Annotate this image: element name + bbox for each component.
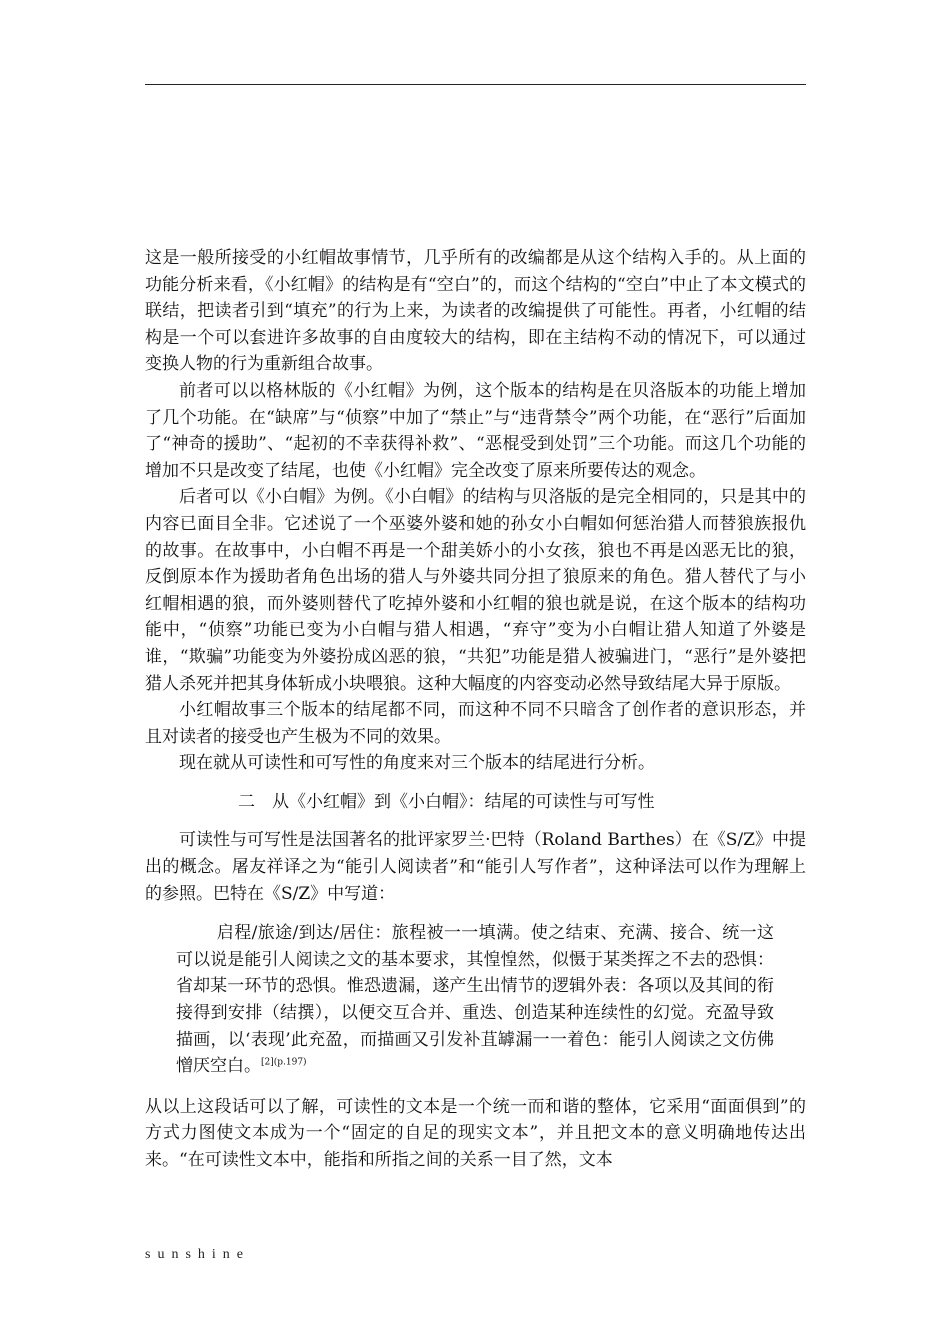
paragraph-1: 这是一般所接受的小红帽故事情节，几乎所有的改编都是从这个结构入手的。从上面的功能分析来看，《小红帽》的结构是有“空白”的，而这个结构的“空白”中止了本文模式的联结，把读者引到“填充”的行为上来，为读者的改编提供了可能性。再者，小红帽的结构是一个可以套进许多故事的自由度较大的结构，即在主结构不动的情况下，可以通过变换人物的行为重新组合故事。: [145, 248, 806, 375]
header-rule: [145, 84, 806, 85]
paragraph-4: 小红帽故事三个版本的结尾都不同，而这种不同不只暗含了创作者的意识形态，并且对读者的接受也产生极为不同的效果。: [145, 700, 806, 747]
block-quote: [176, 920, 774, 1080]
intro-paragraph: 可读性与可写性是法国著名的批评家罗兰·巴特（Roland Barthes）在《S/Z》中提出的概念。屠友祥译之为“能引人阅读者”和“能引人写作者”，这种译法可以作为理解上的参照。巴特在《S/Z》中写道：: [145, 830, 806, 904]
citation-marker: [2](p.197): [261, 1057, 307, 1068]
paragraph-2: 前者可以以格林版的《小红帽》为例，这个版本的结构是在贝洛版本的功能上增加了几个功能。在“缺席”与“侦察”中加了“禁止”与“违背禁令”两个功能，在“恶行”后面加了“神奇的援助”、“起初的不幸获得补救”、“恶棍受到处罚”三个功能。而这几个功能的增加不只是改变了结尾，也使《小红帽》完全改变了原来所要传达的观念。: [145, 380, 806, 481]
footer-text: sunshine: [145, 1247, 250, 1262]
document-body: [145, 245, 806, 1174]
closing-paragraph: 从以上这段话可以了解，可读性的文本是一个统一而和谐的整体，它采用“面面俱到”的方式力图使文本成为一个“固定的自足的现实文本”，并且把文本的意义明确地传达出来。“在可读性文本中，能指和所指之间的关系一目了然，文本: [145, 1096, 806, 1170]
block-quote-text: 启程/旅途/到达/居住：旅程被一一填满。使之结束、充满、接合、统一这可以说是能引人阅读之文的基本要求，其惶惶然，似慑于某类挥之不去的恐惧：省却某一环节的恐惧。惟恐遗漏，遂产生出情节的逻辑外表：各项以及其间的衔接得到安排（结撰），以便交互合并、重迭、创造某种连续性的幻觉。充盈导致描画，以‘表现’此充盈，而描画又引发补苴罅漏一一着色：能引人阅读之文仿佛憎厌空白。: [176, 923, 774, 1077]
section-heading: 二 从《小红帽》到《小白帽》：结尾的可读性与可写性: [238, 791, 655, 812]
paragraph-5: 现在就从可读性和可写性的角度来对三个版本的结尾进行分析。: [179, 753, 655, 774]
paragraph-3: 后者可以《小白帽》为例。《小白帽》的结构与贝洛版的是完全相同的，只是其中的内容已面目全非。它述说了一个巫婆外婆和她的孙女小白帽如何惩治猎人而替狼族报仇的故事。在故事中，小白帽不再是一个甜美娇小的小女孩，狼也不再是凶恶无比的狼，反倒原本作为援助者角色出场的猎人与外婆共同分担了狼原来的角色。猎人替代了与小红帽相遇的狼，而外婆则替代了吃掉外婆和小红帽的狼也就是说，在这个版本的结构功能中，“侦察”功能已变为小白帽与猎人相遇，“弃守”变为小白帽让猎人知道了外婆是谁，“欺骗”功能变为外婆扮成凶恶的狼，“共犯”功能是猎人被骗进门，“恶行”是外婆把猎人杀死并把其身体斩成小块喂狼。这种大幅度的内容变动必然导致结尾大异于原版。: [145, 487, 806, 694]
